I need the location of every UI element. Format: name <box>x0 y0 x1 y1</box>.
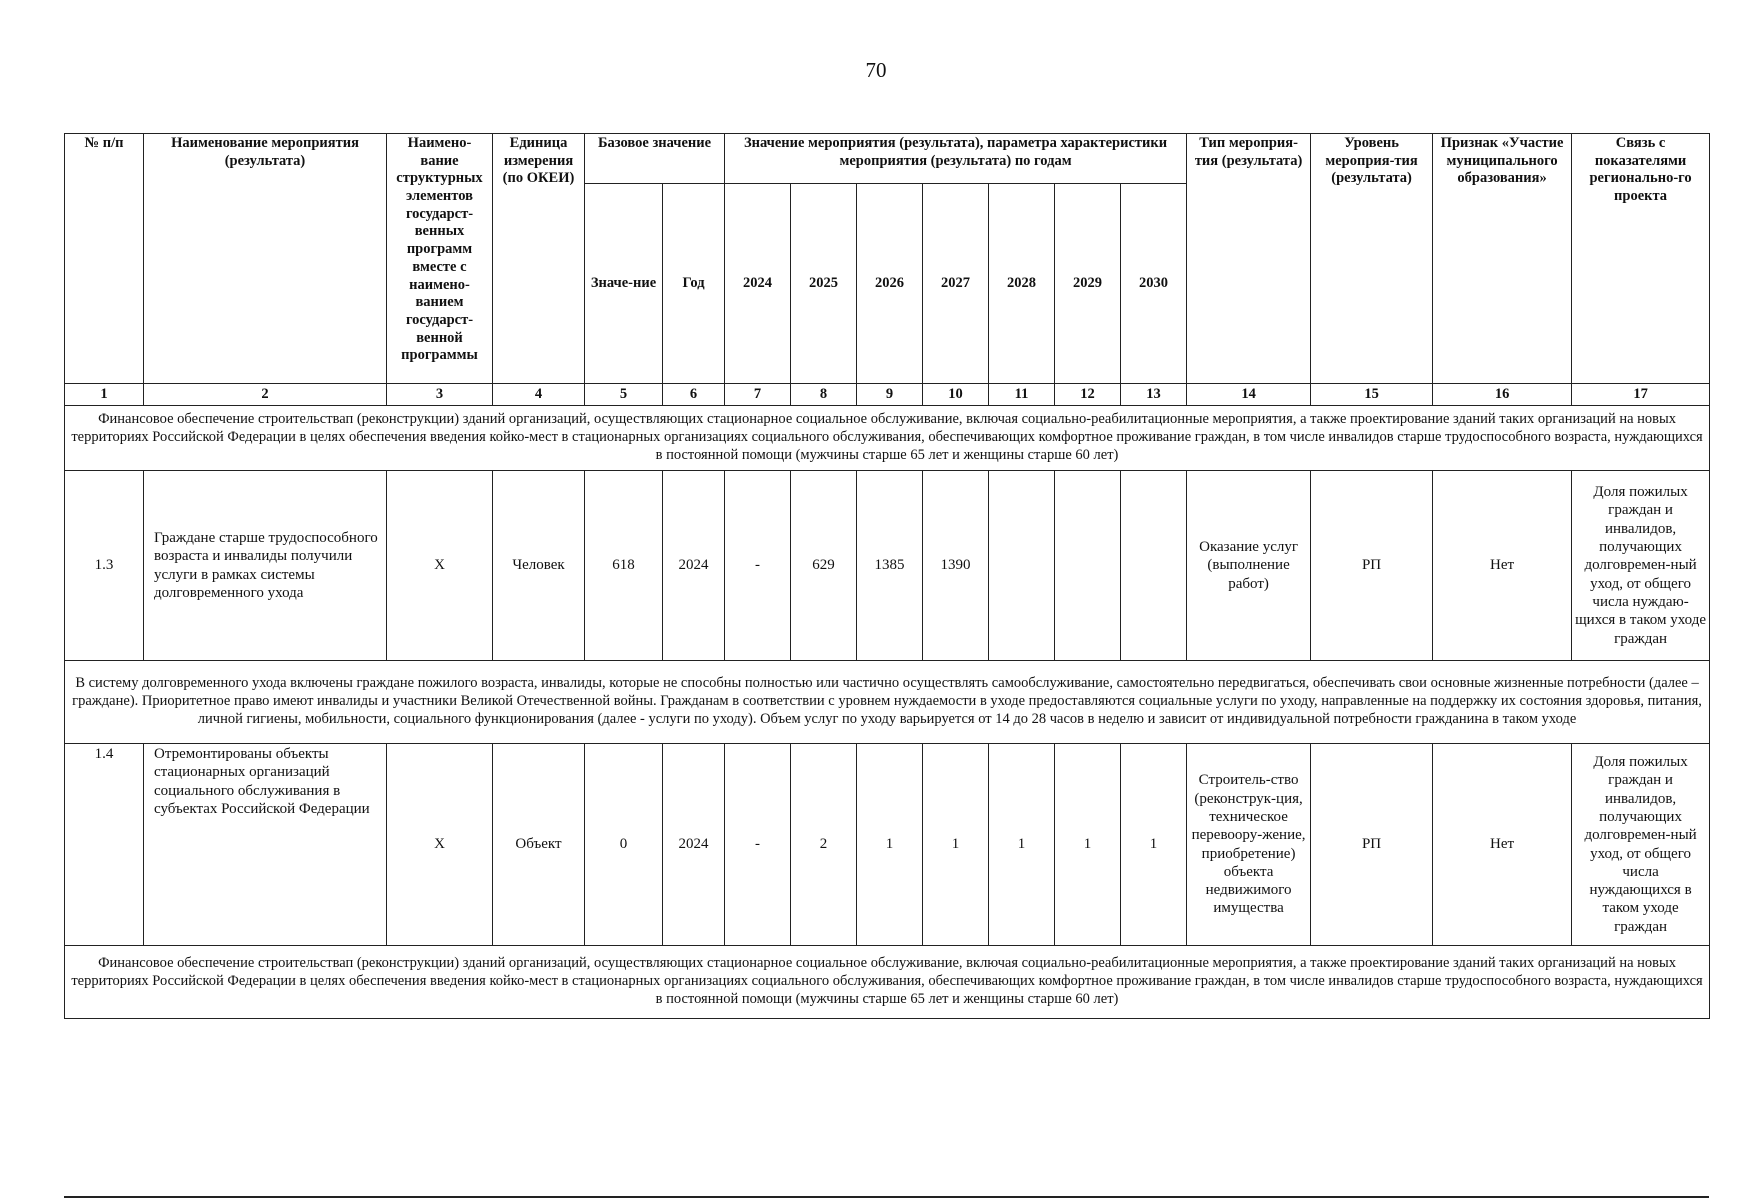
measures-table <box>64 133 1710 1019</box>
header-year: 2029 <box>1055 184 1121 384</box>
row-element: Х <box>387 744 493 946</box>
row-number: 1.3 <box>65 471 144 661</box>
row-type: Строитель-ство (реконструк-ция, техническое перевоору-жение, приобретение) объекта недвижимого имущества <box>1187 744 1311 946</box>
row-value-2027: 1 <box>923 744 989 946</box>
row-value-2028: 1 <box>989 744 1055 946</box>
row-type: Оказание услуг (выполнение работ) <box>1187 471 1311 661</box>
page-number: 70 <box>865 58 887 82</box>
header-col-unit: Единица измерения (по ОКЕИ) <box>493 134 585 384</box>
row-base-year: 2024 <box>663 471 725 661</box>
header-col-name: Наименование мероприятия (результата) <box>144 134 387 384</box>
row-link: Доля пожилых граждан и инвалидов, получающих долговремен-ный уход, от общего числа нуждающихся в таком уходе граждан <box>1572 744 1710 946</box>
row-value-2028 <box>989 471 1055 661</box>
column-number: 14 <box>1187 384 1311 406</box>
column-number: 4 <box>493 384 585 406</box>
column-number-row <box>65 384 1710 406</box>
column-number: 15 <box>1311 384 1433 406</box>
column-number: 10 <box>923 384 989 406</box>
header-row-1 <box>65 134 1710 184</box>
row-unit: Объект <box>493 744 585 946</box>
row-value-2024: - <box>725 471 791 661</box>
section-text: В систему долговременного ухода включены граждане пожилого возраста, инвалиды, которые не способны полностью или частично осуществлять самообслуживание, самостоятельно передвигаться, обеспечивать свои основные жизненные потребности (далее – граждане). Приоритетное право имеют инвалиды и участники Великой Отечественной войны. Гражданам в соответствии с уровнем нуждаемости в уходе предоставляются социальные услуги по уходу, направленные на поддержку их состояния здоровья, питания, личной гигиены, мобильности, социального функционирования (далее - услуги по уходу). Объем услуг по уходу варьируется от 14 до 28 часов в неделю и зависит от индивидуальной потребности гражданина в таком уходе <box>65 661 1710 744</box>
row-value-2027: 1390 <box>923 471 989 661</box>
column-number: 2 <box>144 384 387 406</box>
section-text: Финансовое обеспечение строительствап (реконструкции) зданий организаций, осуществляющих стационарное социальное обслуживание, включая социально-реабилитационные мероприятия, а также проектирование зданий таких организаций на новых территориях Российской Федерации в целях обеспечения введения койко-мест в стационарных организациях социального обслуживания, обеспечивающих комфортное проживание граждан, в том числе инвалидов старше трудоспособного возраста, нуждающихся в постоянной помощи (мужчины старше 65 лет и женщины старше 60 лет) <box>65 946 1710 1019</box>
header-base-year: Год <box>663 184 725 384</box>
row-base-value: 618 <box>585 471 663 661</box>
column-number: 7 <box>725 384 791 406</box>
row-level: РП <box>1311 471 1433 661</box>
header-year: 2030 <box>1121 184 1187 384</box>
header-values-group: Значение мероприятия (результата), параметра характеристики мероприятия (результата) по годам <box>725 134 1187 184</box>
row-base-value: 0 <box>585 744 663 946</box>
column-number: 5 <box>585 384 663 406</box>
header-year: 2025 <box>791 184 857 384</box>
row-value-2030: 1 <box>1121 744 1187 946</box>
header-col-type: Тип мероприя-тия (результата) <box>1187 134 1311 384</box>
row-value-2026: 1385 <box>857 471 923 661</box>
table-row <box>65 744 1710 946</box>
header-year: 2026 <box>857 184 923 384</box>
header-year: 2027 <box>923 184 989 384</box>
row-value-2025: 629 <box>791 471 857 661</box>
row-value-2026: 1 <box>857 744 923 946</box>
row-element: Х <box>387 471 493 661</box>
column-number: 3 <box>387 384 493 406</box>
table-row <box>65 471 1710 661</box>
row-name: Отремонтированы объекты стационарных организаций социального обслуживания в субъектах Российской Федерации <box>144 744 387 946</box>
header-col-element: Наимено-вание структурных элементов государст-венных программ вместе с наимено-ванием государст-венной программы <box>387 134 493 384</box>
header-base-value: Значе-ние <box>585 184 663 384</box>
column-number: 11 <box>989 384 1055 406</box>
section-text: Финансовое обеспечение строительствап (реконструкции) зданий организаций, осуществляющих стационарное социальное обслуживание, включая социально-реабилитационные мероприятия, а также проектирование зданий таких организаций на новых территориях Российской Федерации в целях обеспечения введения койко-мест в стационарных организациях социального обслуживания, обеспечивающих комфортное проживание граждан, в том числе инвалидов старше трудоспособного возраста, нуждающихся в постоянной помощи (мужчины старше 65 лет и женщины старше 60 лет) <box>65 406 1710 471</box>
column-number: 9 <box>857 384 923 406</box>
header-col-level: Уровень мероприя-тия (результата) <box>1311 134 1433 384</box>
column-number: 6 <box>663 384 725 406</box>
header-year: 2024 <box>725 184 791 384</box>
row-municipal: Нет <box>1433 744 1572 946</box>
row-value-2030 <box>1121 471 1187 661</box>
row-value-2029 <box>1055 471 1121 661</box>
row-name: Граждане старше трудоспособного возраста и инвалиды получили услуги в рамках системы долговременного ухода <box>144 471 387 661</box>
column-number: 16 <box>1433 384 1572 406</box>
row-level: РП <box>1311 744 1433 946</box>
column-number: 12 <box>1055 384 1121 406</box>
column-number: 17 <box>1572 384 1710 406</box>
header-col-link: Связь с показателями регионально-го проекта <box>1572 134 1710 384</box>
row-number: 1.4 <box>65 744 144 946</box>
row-value-2025: 2 <box>791 744 857 946</box>
row-unit: Человек <box>493 471 585 661</box>
row-value-2024: - <box>725 744 791 946</box>
bottom-rule <box>64 1196 1709 1198</box>
row-base-year: 2024 <box>663 744 725 946</box>
column-number: 13 <box>1121 384 1187 406</box>
column-number: 1 <box>65 384 144 406</box>
header-col-num: № п/п <box>65 134 144 384</box>
header-col-municipal: Признак «Участие муниципального образования» <box>1433 134 1572 384</box>
row-link: Доля пожилых граждан и инвалидов, получающих долговремен-ный уход, от общего числа нуждаю-щихся в таком уходе граждан <box>1572 471 1710 661</box>
section-row <box>65 406 1710 471</box>
column-number: 8 <box>791 384 857 406</box>
header-base-group: Базовое значение <box>585 134 725 184</box>
section-row <box>65 661 1710 744</box>
row-municipal: Нет <box>1433 471 1572 661</box>
row-value-2029: 1 <box>1055 744 1121 946</box>
section-row <box>65 946 1710 1019</box>
header-year: 2028 <box>989 184 1055 384</box>
